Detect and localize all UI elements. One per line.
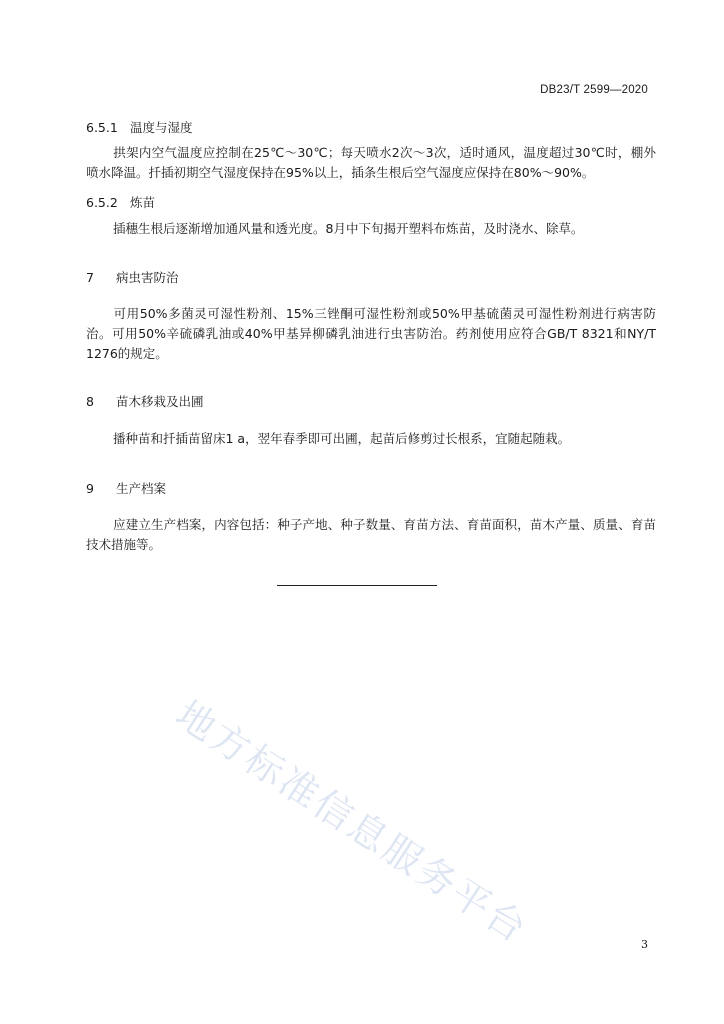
page-number: 3 xyxy=(641,938,648,951)
document-code: DB23/T 2599—2020 xyxy=(540,84,648,96)
section-title: 温度与湿度 xyxy=(130,120,193,135)
section-heading-8 xyxy=(86,392,204,410)
section-title: 苗木移栽及出圃 xyxy=(116,394,204,409)
paragraph-text: 拱架内空气温度应控制在25℃～30℃；每天喷水2次～3次，适时通风，温度超过30℃时，棚外喷水降温。扦插初期空气湿度保持在95%以上，插条生根后空气湿度应保持在80%～90%。 xyxy=(86,145,656,180)
section-number: 9 xyxy=(86,481,94,496)
watermark: 地方标准信息服务平台 xyxy=(168,691,536,953)
section-number: 6.5.1 xyxy=(86,120,118,135)
paragraph-6-5-1 xyxy=(86,143,656,183)
paragraph-text: 可用50%多菌灵可湿性粉剂、15%三锉酮可湿性粉剂或50%甲基硫菌灵可湿性粉剂进行病害防治。可用50%辛硫磷乳油或40%甲基异柳磷乳油进行虫害防治。药剂使用应符合GB/T 8321和NY/T 1276的规定。 xyxy=(86,306,656,361)
paragraph-8 xyxy=(86,429,656,449)
section-title: 生产档案 xyxy=(116,481,167,496)
section-heading-9 xyxy=(86,479,166,497)
section-number: 8 xyxy=(86,394,94,409)
paragraph-text: 插穗生根后逐渐增加通风量和透光度。8月中下旬揭开塑料布炼苗，及时浇水、除草。 xyxy=(113,221,584,236)
section-number: 7 xyxy=(86,270,94,285)
section-heading-7 xyxy=(86,268,179,286)
section-title: 炼苗 xyxy=(130,195,156,210)
section-heading-6-5-1 xyxy=(86,118,193,136)
paragraph-text: 应建立生产档案，内容包括：种子产地、种子数量、育苗方法、育苗面积，苗木产量、质量、育苗技术措施等。 xyxy=(86,517,656,552)
section-title: 病虫害防治 xyxy=(116,270,179,285)
paragraph-7 xyxy=(86,304,656,364)
end-rule xyxy=(277,585,437,586)
section-heading-6-5-2 xyxy=(86,193,155,211)
paragraph-text: 播种苗和扦插苗留床1 a，翌年春季即可出圃，起苗后修剪过长根系，宜随起随栽。 xyxy=(113,431,571,446)
paragraph-6-5-2 xyxy=(86,219,656,239)
section-number: 6.5.2 xyxy=(86,195,118,210)
paragraph-9 xyxy=(86,515,656,555)
